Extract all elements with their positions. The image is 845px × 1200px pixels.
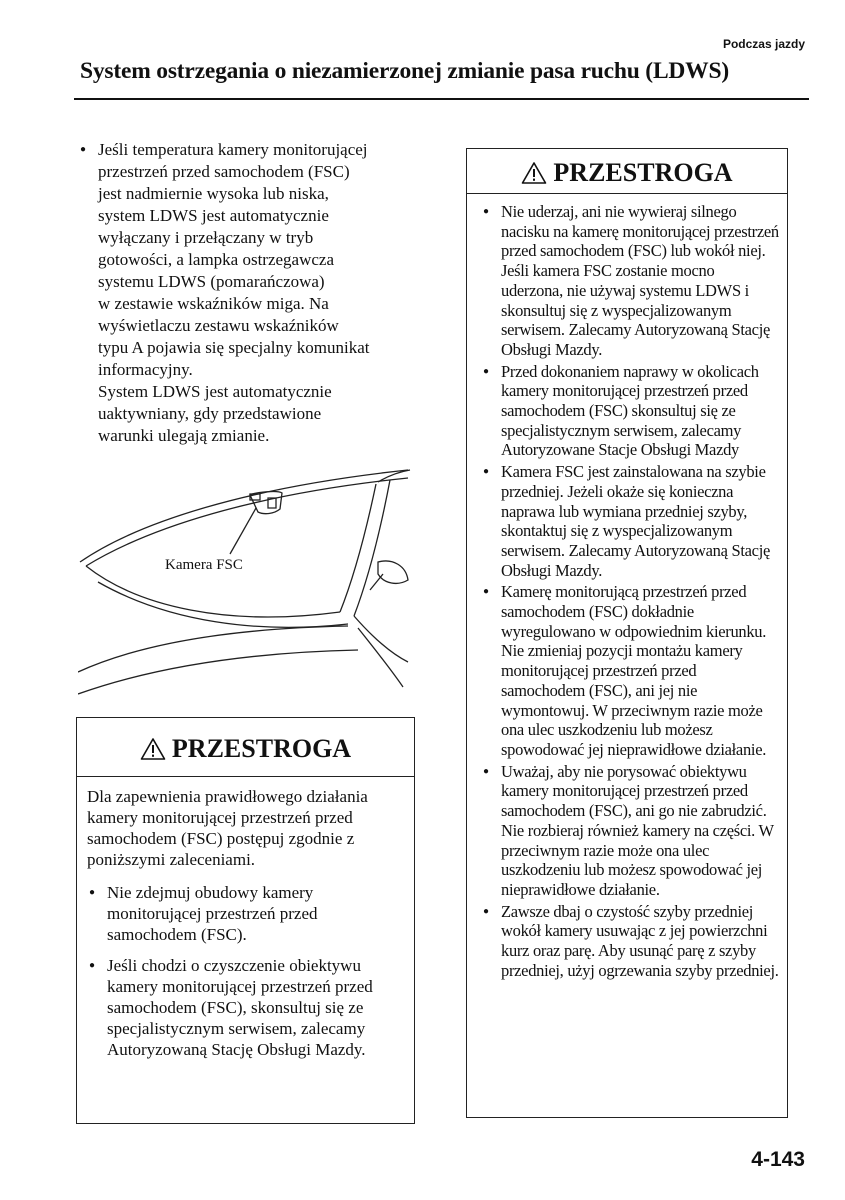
temperature-bullet [78, 139, 418, 447]
caution-intro: Dla zapewnienia prawidłowego działania kamery monitorującej przestrzeń przed samochodem (FSC) postępuj zgodnie z poniższymi zaleceniami. [87, 787, 368, 869]
caution-item: ● Kamerę monitorującą przestrzeń przed samochodem (FSC) dokładnie wyregulowano w odpowiednim kierunku. Nie zmieniaj pozycji montażu kamery monitorującej przestrzeń przed samochodem (FSC), ani jej nie wymontowuj. W przeciwnym razie może ona ulec uszkodzeniu lub możesz spowodować jej nieprawidłowe działanie. [481, 582, 779, 759]
bullet-line: informacyjny. [98, 360, 193, 379]
windshield-camera-illustration [78, 462, 413, 702]
caution-heading-text: PRZESTROGA [553, 158, 733, 188]
bullet-line: przestrzeń przed samochodem (FSC) [98, 162, 350, 181]
title-underline [74, 98, 809, 100]
bullet-line: w zestawie wskaźników miga. Na [98, 294, 329, 313]
caution-body [77, 777, 414, 1060]
caution-body [467, 194, 787, 980]
bullet-line: systemu LDWS (pomarańczowa) [98, 272, 325, 291]
caution-heading-text: PRZESTROGA [171, 734, 352, 764]
bullet-line: system LDWS jest automatycznie [98, 206, 329, 225]
page-title: System ostrzegania o niezamierzonej zmianie pasa ruchu (LDWS) [80, 58, 729, 84]
warning-triangle-icon [140, 737, 166, 761]
page-number: 4-143 [751, 1148, 805, 1171]
caution-item: ● Zawsze dbaj o czystość szyby przedniej wokół kamery usuwając z jej powierzchni kurz oraz parę. Aby usunąć parę z szyby przedniej, użyj ogrzewania szyby przedniej. [481, 902, 779, 981]
caution-heading [77, 718, 414, 777]
section-header: Podczas jazdy [722, 37, 805, 51]
bullet-line: typu A pojawia się specjalny komunikat [98, 338, 370, 357]
caution-box-left [76, 717, 415, 1124]
caution-heading [467, 149, 787, 194]
bullet-line: gotowości, a lampka ostrzegawcza [98, 250, 335, 269]
bullet-line: System LDWS jest automatycznie [98, 382, 332, 401]
left-column-text [78, 139, 418, 447]
camera-label: Kamera FSC [165, 557, 243, 573]
bullet-line: jest nadmiernie wysoka lub niska, [98, 184, 329, 203]
caution-item: ● Nie uderzaj, ani nie wywieraj silnego nacisku na kamerę monitorującej przestrzeń przed samochodem (FSC) lub wokół niej. Jeśli kamera FSC zostanie mocno uderzona, nie używaj systemu LDWS i skonsultuj się z wyspecjalizowanym serwisem. Zalecamy Autoryzowaną Stację Obsługi Mazdy. [481, 202, 779, 360]
warning-triangle-icon [521, 161, 547, 185]
bullet-line: wyłączany i przełączany w tryb [98, 228, 314, 247]
caution-item: ● Nie zdejmuj obudowy kamery monitorującej przestrzeń przed samochodem (FSC). [87, 882, 404, 945]
caution-item: ● Jeśli chodzi o czyszczenie obiektywu kamery monitorującej przestrzeń przed samochodem (FSC), skonsultuj się ze specjalistycznym serwisem, zalecamy Autoryzowaną Stację Obsługi Mazdy. [87, 955, 404, 1060]
caution-box-right [466, 148, 788, 1118]
caution-item: ● Przed dokonaniem naprawy w okolicach kamery monitorującej przestrzeń przed samochodem (FSC) skonsultuj się ze specjalistycznym serwisem, zalecamy Autoryzowane Stacje Obsługi Mazdy [481, 362, 779, 461]
bullet-line: wyświetlaczu zestawu wskaźników [98, 316, 339, 335]
bullet-line: ● Jeśli temperatura kamery monitorującej [98, 140, 368, 159]
caution-item: ● Kamera FSC jest zainstalowana na szybie przedniej. Jeżeli okaże się konieczna naprawa lub wymiana przedniej szyby, skontaktuj się z wyspecjalizowanym serwisem. Zalecamy Autoryzowaną Stację Obsługi Mazdy. [481, 462, 779, 580]
bullet-line: warunki ulegają zmianie. [98, 426, 270, 445]
caution-item: ● Uważaj, aby nie porysować obiektywu kamery monitorującej przestrzeń przed samochodem (FSC), ani go nie zabrudzić. Nie rozbieraj również kamery na części. W przeciwnym razie może ona ulec uszkodzeniu lub możesz spowodować jej nieprawidłowe działanie. [481, 762, 779, 900]
bullet-line: uaktywniany, gdy przedstawione [98, 404, 322, 423]
